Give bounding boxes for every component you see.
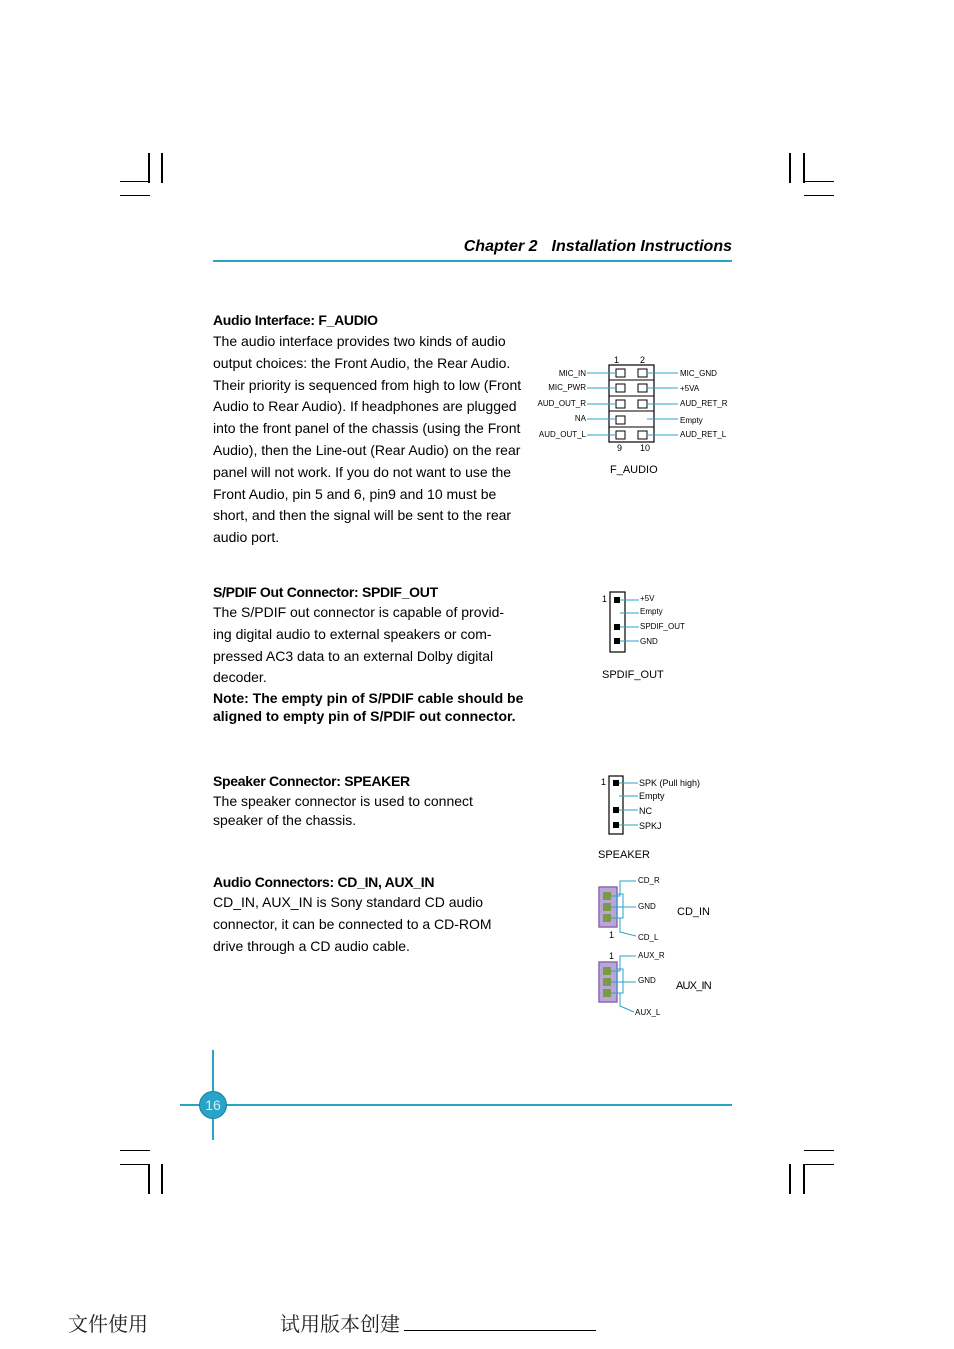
pin-label: Empty bbox=[640, 607, 663, 616]
pin-label: MIC_GND bbox=[680, 369, 717, 378]
crop-mark bbox=[789, 153, 791, 183]
cd-in-diagram bbox=[592, 870, 722, 945]
section-body-f-audio bbox=[213, 331, 528, 549]
crop-mark bbox=[804, 1150, 834, 1151]
pin-leader-lines bbox=[587, 373, 678, 435]
connector-name: SPEAKER bbox=[598, 849, 650, 861]
spdif-note bbox=[213, 689, 533, 725]
body-line: The speaker connector is used to connect bbox=[213, 793, 473, 809]
f-audio-diagram bbox=[530, 350, 745, 485]
pin-number-label: 2 bbox=[640, 355, 646, 365]
header-rule bbox=[213, 260, 732, 262]
connector-name: AUX_IN bbox=[676, 980, 711, 992]
pin-label: AUD_RET_R bbox=[680, 399, 728, 408]
footer-underline bbox=[404, 1330, 596, 1331]
pin-number-label: 1 bbox=[614, 355, 620, 365]
body-line: Audio), then the Line-out (Rear Audio) on the rear bbox=[213, 441, 521, 458]
section-title-spdif: S/PDIF Out Connector: SPDIF_OUT bbox=[213, 584, 438, 600]
pin-label: AUX_L bbox=[635, 1008, 661, 1017]
connector-name: SPDIF_OUT bbox=[602, 669, 664, 681]
connector-name: CD_IN bbox=[677, 906, 711, 918]
pin-label: AUD_OUT_L bbox=[538, 430, 586, 439]
pin-label: Empty bbox=[639, 791, 665, 801]
pin-grid bbox=[603, 967, 611, 997]
section-title-cd-aux: Audio Connectors: CD_IN, AUX_IN bbox=[213, 874, 435, 890]
pin-leader-lines bbox=[619, 783, 638, 825]
crop-mark bbox=[803, 1164, 805, 1194]
body-line: The audio interface provides two kinds of audio bbox=[213, 333, 506, 349]
connector-name: F_AUDIO bbox=[610, 464, 658, 476]
section-body-cd-aux bbox=[213, 892, 521, 957]
section-title-speaker: Speaker Connector: SPEAKER bbox=[213, 773, 410, 789]
pin-label: CD_R bbox=[638, 876, 660, 885]
body-line: panel will not work. If you do not want to use the bbox=[213, 463, 512, 480]
body-line: ing digital audio to external speakers or com- bbox=[213, 625, 492, 642]
pin-label: GND bbox=[640, 637, 658, 646]
body-line: Audio to Rear Audio). If headphones are plugged bbox=[213, 398, 517, 415]
section-body-spdif bbox=[213, 602, 528, 689]
crop-mark bbox=[120, 195, 150, 196]
pin-number-label: 1 bbox=[601, 777, 607, 787]
pin-label: GND bbox=[638, 902, 656, 911]
pin-label: SPKJ bbox=[639, 821, 662, 831]
crop-mark bbox=[148, 153, 150, 183]
crop-mark bbox=[789, 1164, 791, 1194]
note-line: aligned to empty pin of S/PDIF out connector. bbox=[213, 708, 516, 724]
pin-number-label: 1 bbox=[602, 594, 608, 604]
body-line: audio port. bbox=[213, 529, 280, 546]
crop-mark bbox=[804, 181, 834, 182]
pin-number-label: 1 bbox=[609, 951, 615, 961]
connector-latch bbox=[617, 894, 623, 918]
pin-label: CD_L bbox=[638, 933, 659, 942]
crop-mark bbox=[148, 1164, 150, 1194]
spdif-diagram bbox=[595, 585, 715, 685]
body-line: Front Audio, pin 5 and 6, pin9 and 10 must be bbox=[213, 485, 497, 502]
pin-number-label: 1 bbox=[609, 930, 615, 940]
body-line: into the front panel of the chassis (using the Front bbox=[213, 420, 521, 437]
crop-mark bbox=[161, 153, 163, 183]
body-line: drive through a CD audio cable. bbox=[213, 937, 410, 954]
chapter-number: Chapter 2 bbox=[463, 238, 538, 255]
pin-label: AUD_OUT_R bbox=[537, 399, 586, 408]
page-number: 16 bbox=[205, 1097, 221, 1113]
body-line: decoder. bbox=[213, 669, 267, 686]
speaker-diagram bbox=[595, 770, 720, 865]
pin-number-label: 9 bbox=[617, 443, 623, 453]
pin-label: NC bbox=[639, 806, 652, 816]
connector-latch bbox=[617, 969, 623, 993]
page-marker-horizontal-line bbox=[180, 1104, 732, 1106]
body-line: speaker of the chassis. bbox=[213, 811, 357, 828]
chapter-title: Installation Instructions bbox=[551, 238, 732, 255]
crop-mark bbox=[120, 181, 150, 182]
aux-in-diagram bbox=[592, 946, 722, 1021]
pin-number-label: 10 bbox=[640, 443, 651, 453]
pin-label: SPK (Pull high) bbox=[639, 778, 701, 788]
note-line: Note: The empty pin of S/PDIF cable should be bbox=[213, 690, 524, 706]
pin-label: Empty bbox=[680, 416, 703, 425]
pin-label: MIC_PWR bbox=[548, 383, 586, 392]
body-line: Their priority is sequenced from high to low (Front bbox=[213, 376, 522, 393]
body-line: output choices: the Front Audio, the Rear Audio. bbox=[213, 354, 511, 371]
footer-left-text: 文件使用 bbox=[68, 1312, 148, 1336]
pin-grid bbox=[614, 597, 620, 644]
crop-mark bbox=[804, 195, 834, 196]
crop-mark bbox=[804, 1164, 834, 1165]
pin-label: MIC_IN bbox=[558, 369, 586, 378]
crop-mark bbox=[803, 153, 805, 183]
pin-label: +5VA bbox=[680, 384, 700, 393]
pin-label: AUX_R bbox=[638, 951, 665, 960]
pin-label: NA bbox=[574, 414, 586, 423]
pin-label: SPDIF_OUT bbox=[640, 622, 685, 631]
crop-mark bbox=[161, 1164, 163, 1194]
section-body-speaker bbox=[213, 792, 513, 829]
footer-right-text: 试用版本创建 bbox=[280, 1312, 400, 1336]
body-line: The S/PDIF out connector is capable of provid- bbox=[213, 604, 505, 620]
crop-mark bbox=[120, 1150, 150, 1151]
body-line: connector, it can be connected to a CD-ROM bbox=[213, 915, 492, 932]
body-line: pressed AC3 data to an external Dolby digital bbox=[213, 647, 494, 664]
pin-leader-lines bbox=[620, 600, 639, 641]
body-line: CD_IN, AUX_IN is Sony standard CD audio bbox=[213, 894, 484, 910]
pin-label: GND bbox=[638, 976, 656, 985]
section-title-f-audio: Audio Interface: F_AUDIO bbox=[213, 312, 378, 328]
pin-label: AUD_RET_L bbox=[680, 430, 727, 439]
chapter-header bbox=[213, 238, 732, 256]
pin-grid bbox=[613, 780, 619, 828]
page-number-badge bbox=[199, 1091, 227, 1119]
body-line: short, and then the signal will be sent to the rear bbox=[213, 507, 512, 524]
pin-label: +5V bbox=[640, 594, 655, 603]
pin-grid bbox=[603, 892, 611, 922]
crop-mark bbox=[120, 1164, 150, 1165]
